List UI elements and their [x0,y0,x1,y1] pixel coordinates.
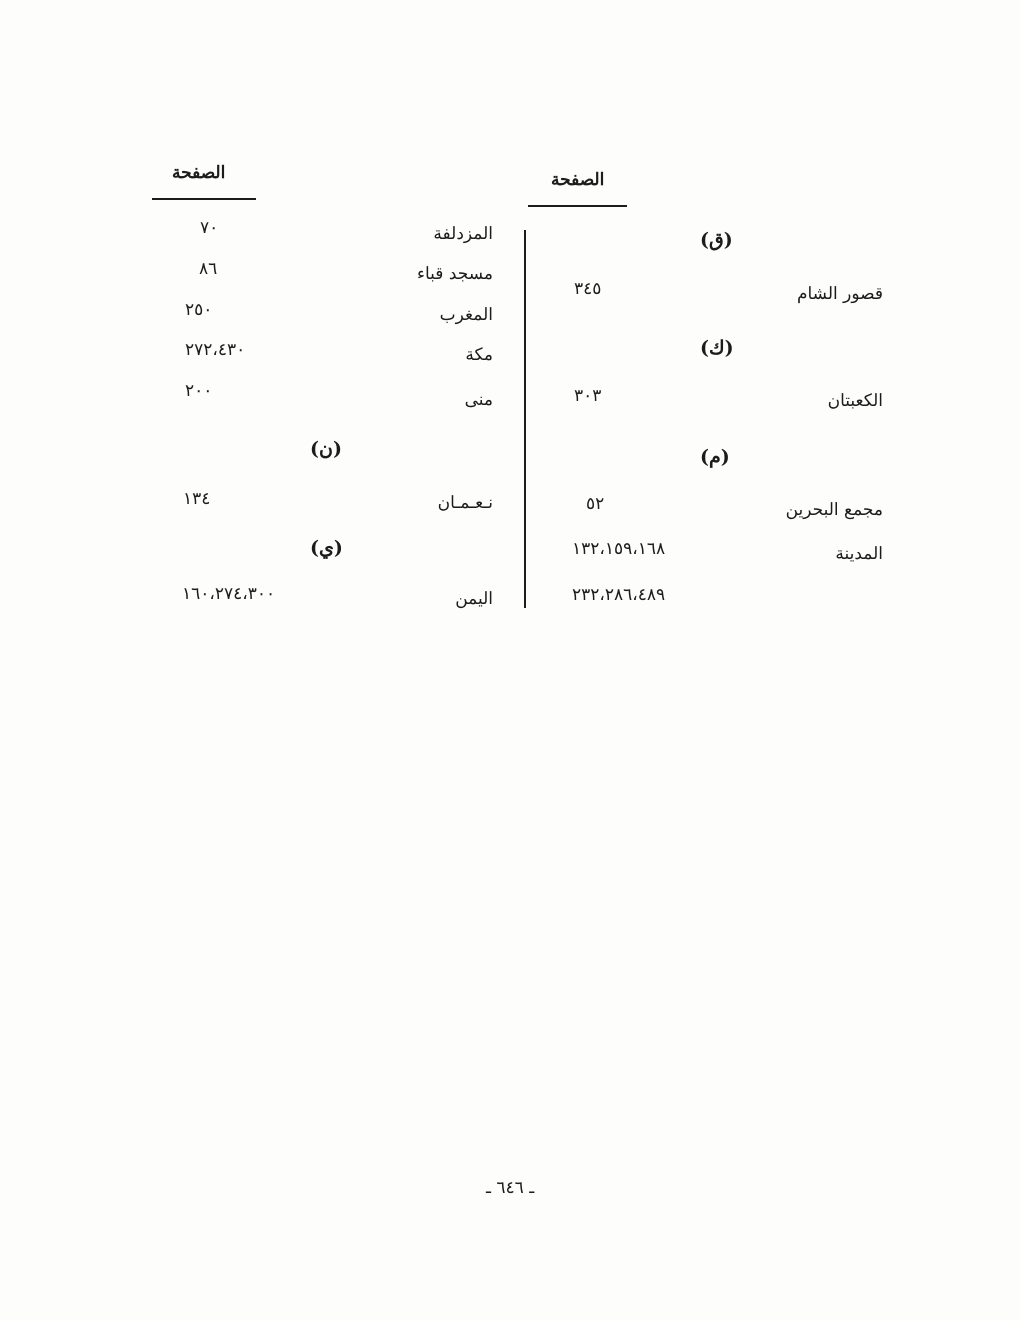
place-name: قصور الشام [796,284,883,304]
column-divider [524,230,526,608]
section-letter-qaf: (ق) [700,229,733,251]
page-numbers: ٧٠ [200,218,219,238]
place-name: مسجد قباء [416,264,493,284]
place-name: الكعبتان [827,391,883,411]
place-name: المغرب [439,305,493,325]
place-name: نـعـمـان [437,493,493,513]
page-numbers: ٢٥٠ [185,300,213,320]
page-number: ـ ٦٤٦ ـ [486,1178,535,1198]
page-numbers: ١٣٤ [183,489,211,509]
page-numbers: ٨٦ [199,259,218,279]
page-numbers: ٣٤٥ [574,279,602,299]
place-name: مكة [465,345,493,365]
section-letter-ya: (ي) [310,537,343,559]
place-name: اليمن [455,589,493,609]
section-letter-kaf: (ك) [700,337,734,359]
left-page-header: الصفحة [172,163,226,183]
place-name: المزدلفة [433,224,493,244]
place-name: مجمع البحرين [785,500,883,520]
right-page-header: الصفحة [551,170,605,190]
left-header-rule [152,198,256,200]
page-numbers: ٢٣٢،٢٨٦،٤٨٩ [572,585,666,605]
page-numbers: ٥٢ [586,494,605,514]
page-numbers: ٣٠٣ [574,386,602,406]
place-name: منى [464,390,493,410]
section-letter-meem: (م) [700,446,730,468]
page-numbers: ١٦٠،٢٧٤،٣٠٠ [182,584,276,604]
page-numbers: ٢٠٠ [185,381,213,401]
page-numbers: ٢٧٢،٤٣٠ [185,340,246,360]
section-letter-noon: (ن) [310,438,342,460]
right-header-rule [528,205,627,207]
page-numbers: ١٣٢،١٥٩،١٦٨ [572,539,666,559]
place-name: المدينة [835,544,883,564]
